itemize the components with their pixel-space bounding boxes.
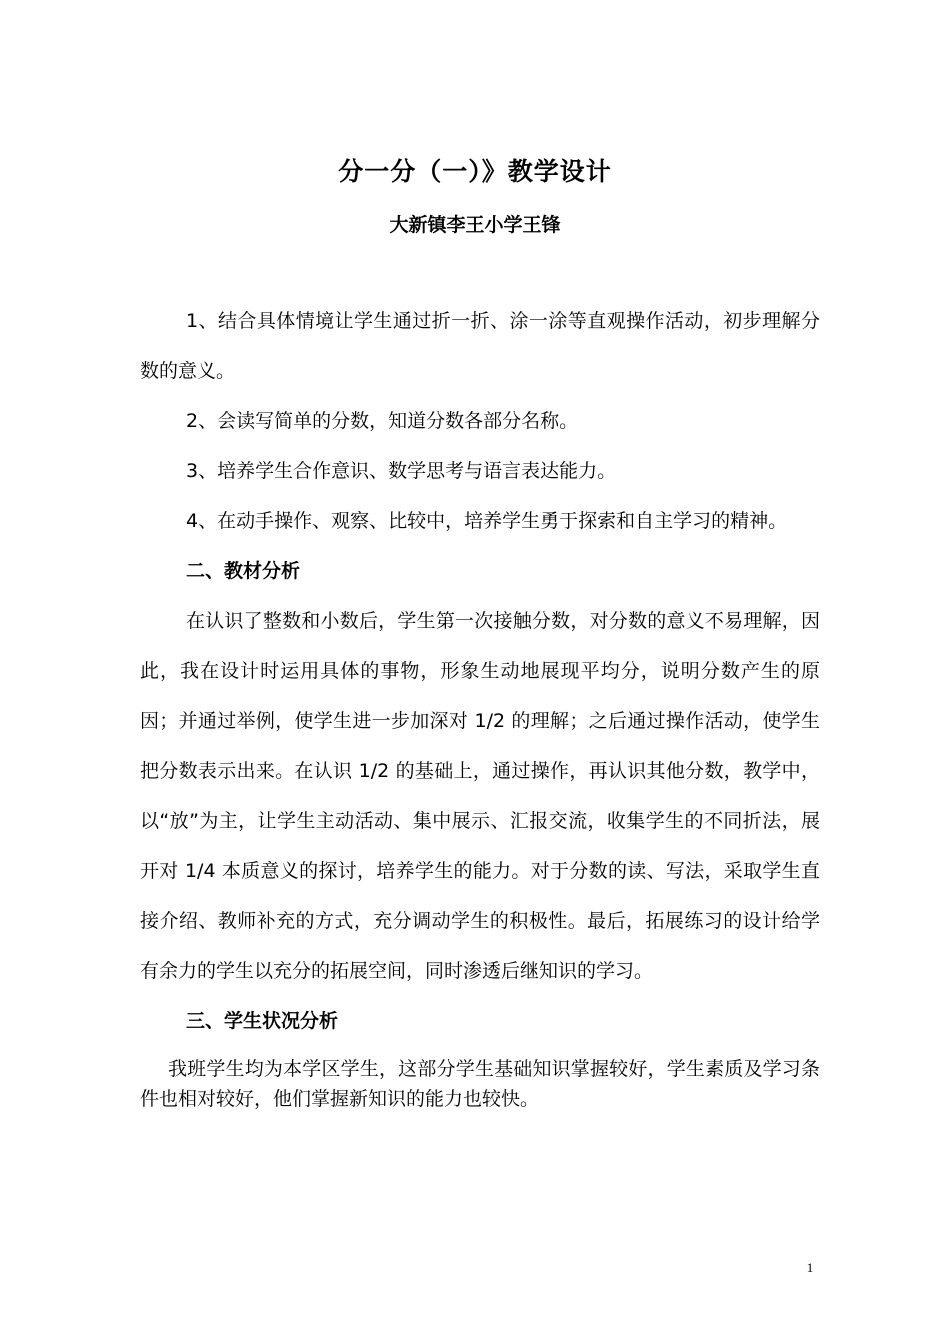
section-heading-materials: 二、教材分析 <box>186 560 301 582</box>
document-title: 分一分（一）》教学设计 <box>338 157 612 186</box>
students-analysis-paragraph: 我班学生均为本学区学生，这部分学生基础知识掌握较好，学生素质及学习条件也相对较好，他们掌握新知识的能力也较快。 <box>140 1058 820 1110</box>
document-body <box>140 296 820 1114</box>
goal-paragraph-4: 4、在动手操作、观察、比较中，培养学生勇于探索和自主学习的精神。 <box>186 510 788 532</box>
page-number: 1 <box>806 1260 814 1275</box>
goal-paragraph-2: 2、会读写简单的分数，知道分数各部分名称。 <box>186 410 579 432</box>
goal-paragraph-1: 1、结合具体情境让学生通过折一折、涂一涂等直观操作活动，初步理解分数的意义。 <box>140 310 820 382</box>
document-author: 大新镇李王小学王锋 <box>389 214 561 236</box>
section-heading-students: 三、学生状况分析 <box>186 1010 339 1032</box>
materials-analysis-paragraph: 在认识了整数和小数后，学生第一次接触分数，对分数的意义不易理解，因此，我在设计时运用具体的事物，形象生动地展现平均分，说明分数产生的原因；并通过举例，使学生进一步加深对 1/2 的理解；之后通过操作活动，使学生把分数表示出来。在认识 1/2 的基础上，通过操作，再认识其他分数，教学中，以“放”为主，让学生主动活动、集中展示、汇报交流，收集学生的不同折法，展开对 1/4 本质意义的探讨，培养学生的能力。对于分数的读、写法，采取学生直接介绍、教师补充的方式，充分调动学生的积极性。最后，拓展练习的设计给学有余力的学生以充分的拓展空间，同时渗透后继知识的学习。 <box>140 610 820 982</box>
goal-paragraph-3: 3、培养学生合作意识、数学思考与语言表达能力。 <box>186 460 617 482</box>
